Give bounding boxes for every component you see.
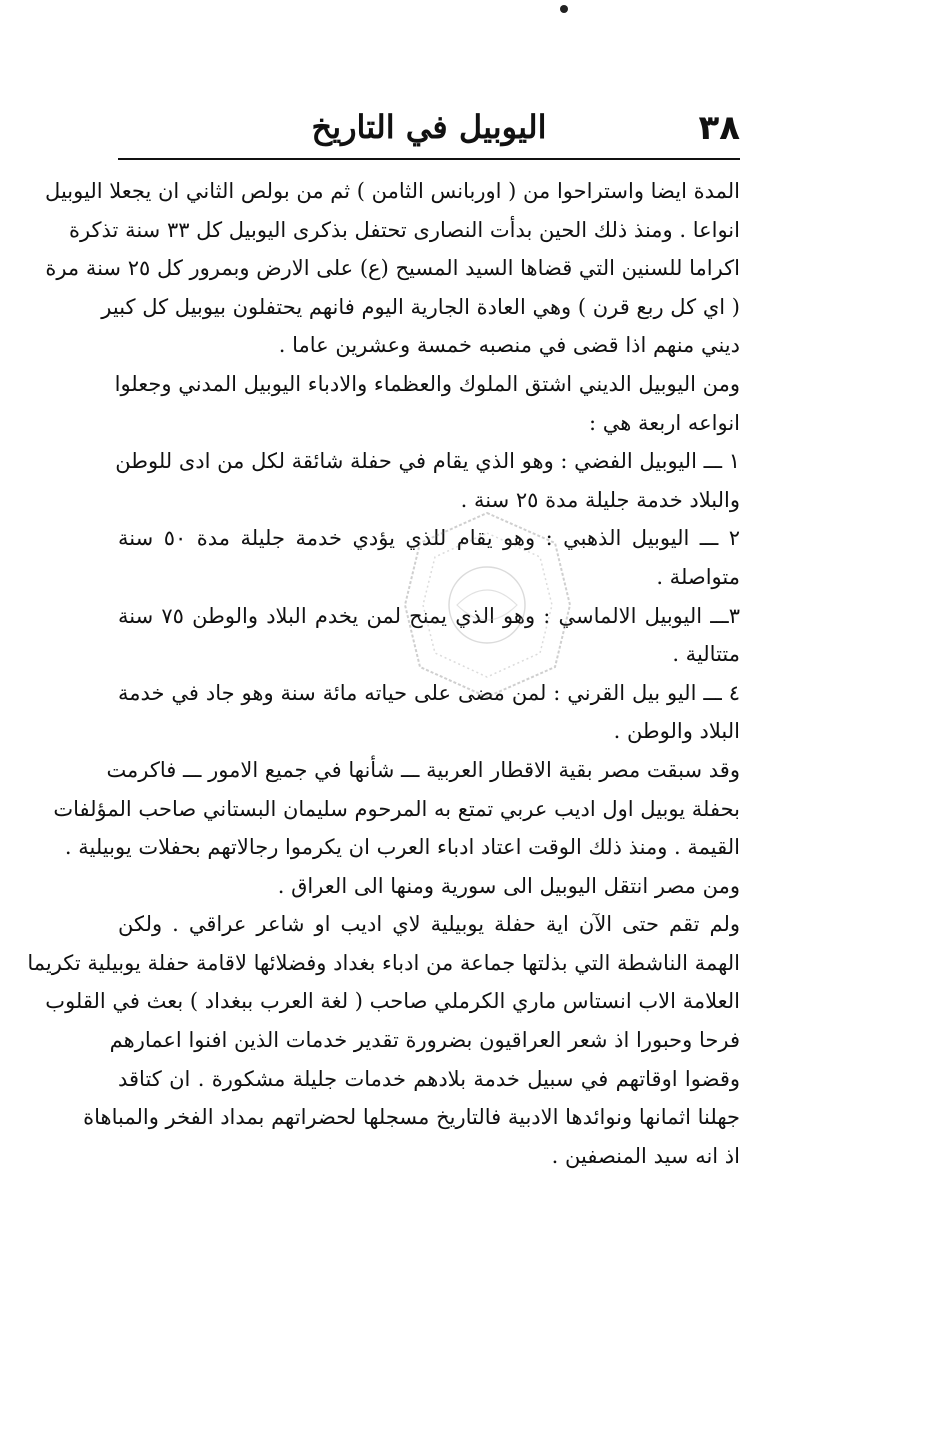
- text-line: ٢ ـــ اليوبيل الذهبي : وهو يقام للذي يؤدي خدمة جليلة مدة ٥٠ سنة: [118, 526, 740, 551]
- text-line: انواعه اربعة هي :: [588, 410, 740, 435]
- header-rule: [118, 158, 740, 160]
- page-number: ٣٨: [698, 108, 740, 148]
- text-line: انواعا . ومنذ ذلك الحين بدأت النصارى تحتفل بذكرى اليوبيل كل ٣٣ سنة تذكرة: [68, 217, 740, 242]
- running-title: اليوبيل في التاريخ: [311, 108, 547, 146]
- text-line: ومن مصر انتقل اليوبيل الى سورية ومنها الى العراق .: [277, 873, 740, 898]
- text-line: فرحا وحبورا اذ شعر العراقيون بضرورة تقدير خدمات الذين افنوا اعمارهم: [109, 1028, 740, 1053]
- text-line: وقضوا اوقاتهم في سبيل خدمة بلادهم خدمات جليلة مشكورة . ان كتاقد: [118, 1066, 740, 1091]
- text-line: القيمة . ومنذ ذلك الوقت اعتاد ادباء العرب ان يكرموا رجالاتهم بحفلات يوبيلية .: [64, 835, 740, 860]
- text-line: والبلاد خدمة جليلة مدة ٢٥ سنة .: [460, 487, 740, 512]
- text-line: اذ انه سيد المنصفين .: [551, 1143, 740, 1168]
- text-line: البلاد والوطن .: [613, 719, 740, 744]
- text-line: ٤ ـــ اليو بيل القرني : لمن مضى على حياته مائة سنة وهو جاد في خدمة: [118, 680, 740, 705]
- text-line: اكراما للسنين التي قضاها السيد المسيح (ع) على الارض وبمرور كل ٢٥ سنة مرة: [45, 256, 740, 281]
- text-line: ديني منهم اذا قضى في منصبه خمسة وعشرين عاما .: [278, 333, 740, 358]
- text-line: متتالية .: [672, 642, 740, 667]
- text-line: ١ ـــ اليوبيل الفضي : وهو الذي يقام في حفلة شائقة لكل من ادى للوطن: [115, 449, 740, 474]
- text-line: الهمة الناشطة التي بذلتها جماعة من ادباء بغداد وفضلائها لاقامة حفلة يوبيلية تكريما: [27, 950, 740, 975]
- page-header: [118, 108, 740, 156]
- ink-speck: [560, 5, 568, 13]
- text-line: بحفلة يوبيل اول اديب عربي تمتع به المرحوم سليمان البستاني صاحب المؤلفات: [53, 796, 740, 821]
- text-line: وقد سبقت مصر بقية الاقطار العربية ـــ شأنها في جميع الامور ـــ فاكرمت: [106, 757, 740, 782]
- text-line: العلامة الاب انستاس ماري الكرملي صاحب ( لغة العرب ببغداد ) بعث في القلوب: [45, 989, 740, 1014]
- text-line: ولم تقم حتى الآن اية حفلة يوبيلية لاي اديب او شاعر عراقي . ولكن: [118, 912, 740, 937]
- text-line: المدة ايضا واستراحوا من ( اوربانس الثامن ) ثم من بولص الثاني ان يجعلا اليوبيل: [45, 179, 740, 203]
- text-line: ومن اليوبيل الديني اشتق الملوك والعظماء والادباء اليوبيل المدني وجعلوا: [114, 371, 740, 396]
- text-line: متواصلة .: [656, 564, 740, 589]
- text-line: ٣ـــ اليوبيل الالماسي : وهو الذي يمنح لمن يخدم البلاد والوطن ٧٥ سنة: [118, 603, 740, 628]
- text-line: ( اي كل ربع قرن ) وهي العادة الجارية اليوم فانهم يحتفلون بيوبيل كل كبير: [101, 294, 740, 319]
- text-line: جهلنا اثمانها ونوائدها الادبية فالتاريخ مسجلها لحضراتهم بمداد الفخر والمباهاة: [83, 1105, 740, 1130]
- faded-library-stamp-icon: [395, 505, 580, 705]
